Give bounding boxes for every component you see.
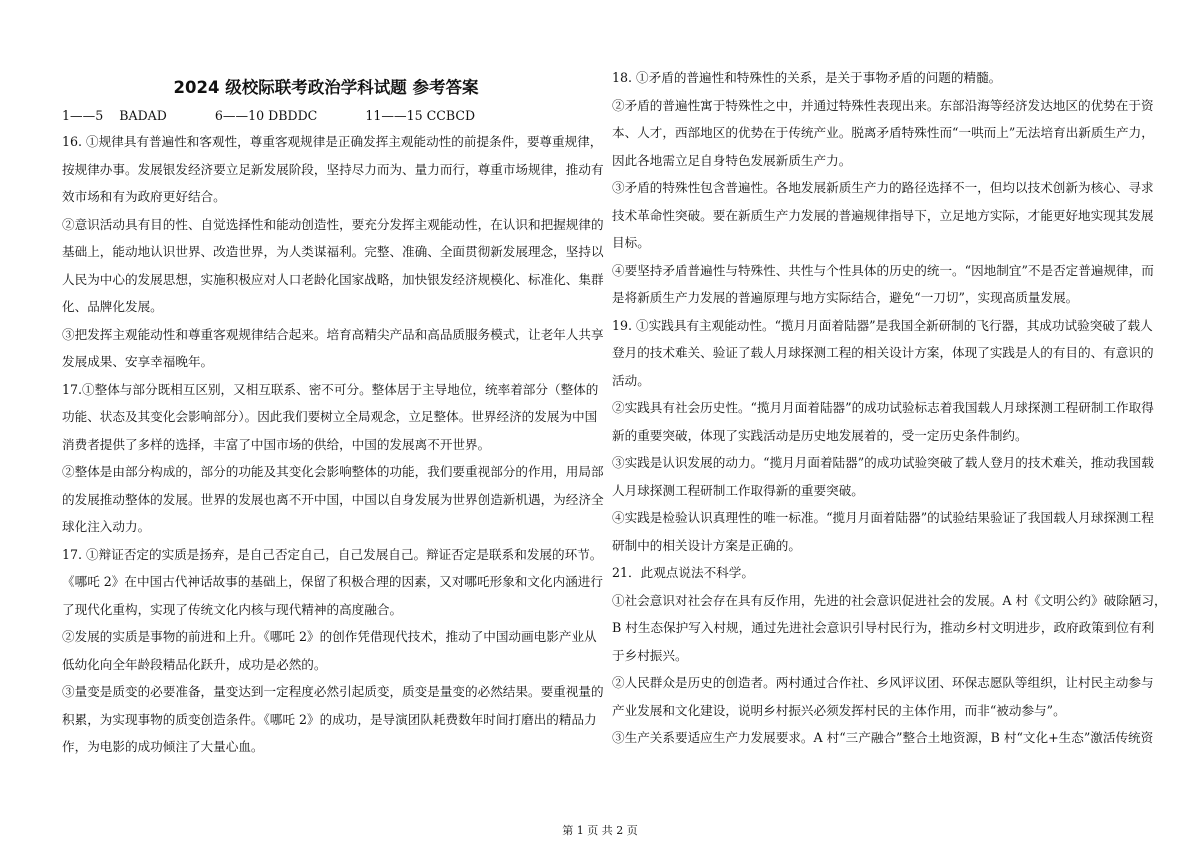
text-line: ②意识活动具有目的性、自觉选择性和能动创造性，要充分发挥主观能动性，在认识和把握规律的 xyxy=(62,216,604,232)
text-line: ②发展的实质是事物的前进和上升。《哪吒 2》的创作凭借现代技术，推动了中国动画电影产业从 xyxy=(62,629,597,644)
text-line: 技术革命性突破。要在新质生产力发展的普遍规律指导下，立足地方实际，才能更好地实现其发展 xyxy=(612,207,1154,223)
text-line: 新的重要突破，体现了实践活动是历史地发展着的，受一定历史条件制约。 xyxy=(612,427,1028,443)
page-footer: 第 1 页 共 2 页 xyxy=(562,824,638,837)
text-line: 的发展推动整体的发展。世界的发展也离不开中国，中国以自身发展为世界创造新机遇，为经济全 xyxy=(62,491,604,507)
choice-answers: 1——5 BADAD 6——10 DBDDC 11——15 CCBCD xyxy=(62,108,476,123)
text-line: 消费者提供了多样的选择，丰富了中国市场的供给，中国的发展离不开世界。 xyxy=(62,436,491,452)
text-line: ④要坚持矛盾普遍性与特殊性、共性与个性具体的历史的统一。“因地制宜”不是否定普遍规律，而 xyxy=(612,262,1154,278)
text-line: 因此各地需立足自身特色发展新质生产力。 xyxy=(612,152,852,168)
text-line: 人月球探测工程研制工作取得新的重要突破。 xyxy=(612,482,864,498)
right-column xyxy=(612,64,1167,752)
text-line: 球化注入动力。 xyxy=(62,519,151,534)
text-line: 研制中的相关设计方案是正确的。 xyxy=(612,537,801,553)
text-line: 化、品牌化发展。 xyxy=(62,299,163,314)
text-line: ②矛盾的普遍性寓于特殊性之中，并通过特殊性表现出来。东部沿海等经济发达地区的优势在于资 xyxy=(612,97,1154,113)
text-line: 17.①整体与部分既相互区别，又相互联系、密不可分。整体居于主导地位，统率着部分（整体的 xyxy=(62,381,599,397)
text-line: 本、人才，西部地区的优势在于传统产业。脱离矛盾特殊性而“一哄而上”无法培育出新质生产力， xyxy=(612,125,1154,140)
text-line: 活动。 xyxy=(612,372,650,388)
text-line: ③把发挥主观能动性和尊重客观规律结合起来。培育高精尖产品和高品质服务模式，让老年人共享 xyxy=(62,326,604,342)
text-line: ④实践是检验认识真理性的唯一标准。“揽月月面着陆器”的试验结果验证了我国载人月球探测工程 xyxy=(612,510,1154,525)
text-line: 发展成果、安享幸福晚年。 xyxy=(62,354,214,369)
text-line: 16. ①规律具有普遍性和客观性，尊重客观规律是正确发挥主观能动性的前提条件，要尊重规律， xyxy=(62,134,603,149)
text-line: 作，为电影的成功倾注了大量心血。 xyxy=(62,739,264,754)
text-line: B 村生态保护写入村规，通过先进社会意识引导村民行为，推动乡村文明进步，政府政策到位有利 xyxy=(612,620,1155,635)
text-line: ③实践是认识发展的动力。“揽月月面着陆器”的成功试验突破了载人登月的技术难关，推动我国载 xyxy=(612,455,1154,470)
text-line: 功能、状态及其变化会影响部分）。因此我们要树立全局观念，立足整体。世界经济的发展为中国 xyxy=(62,409,598,424)
text-line: 低幼化向全年龄段精品化跃升，成功是必然的。 xyxy=(62,656,327,672)
document-title: 2024 级校际联考政治学科试题 参考答案 xyxy=(173,78,479,97)
text-line: ③生产关系要适应生产力发展要求。A 村“三产融合”整合土地资源，B 村“文化+生态”激活传统资 xyxy=(612,730,1154,745)
text-line: 产业发展和文化建设，说明乡村振兴必须发挥村民的主体作用，而非“被动参与”。 xyxy=(612,702,1066,718)
text-line: 人民为中心的发展思想，实施积极应对人口老龄化国家战略，加快银发经济规模化、标准化、集群 xyxy=(62,271,604,287)
text-line: 效市场和有为政府更好结合。 xyxy=(62,189,226,204)
text-line: 《哪吒 2》在中国古代神话故事的基础上，保留了积极合理的因素，又对哪吒形象和文化内涵进行 xyxy=(62,574,603,589)
text-line: 积累，为实现事物的质变创造条件。《哪吒 2》的成功，是导演团队耗费数年时间打磨出的精品力 xyxy=(62,711,597,727)
text-line: ②整体是由部分构成的，部分的功能及其变化会影响整体的功能，我们要重视部分的作用，用局部 xyxy=(62,464,604,479)
text-line: ③矛盾的特殊性包含普遍性。各地发展新质生产力的路径选择不一，但均以技术创新为核心、寻求 xyxy=(612,180,1154,195)
text-line: 了现代化重构，实现了传统文化内核与现代精神的高度融合。 xyxy=(62,601,403,617)
text-line: 17. ①辩证否定的实质是扬弃，是自己否定自己，自己发展自己。辩证否定是联系和发展的环节。 xyxy=(62,546,603,562)
text-line: ①社会意识对社会存在具有反作用，先进的社会意识促进社会的发展。A 村《文明公约》破除陋习， xyxy=(612,592,1167,608)
text-line: 于乡村振兴。 xyxy=(612,647,688,663)
text-line: ②人民群众是历史的创造者。两村通过合作社、乡风评议团、环保志愿队等组织，让村民主动参与 xyxy=(612,675,1154,690)
text-line: 基础上，能动地认识世界、改造世界，为人类谋福利。完整、准确、全面贯彻新发展理念，坚持以 xyxy=(62,244,604,259)
text-line: ③量变是质变的必要准备，量变达到一定程度必然引起质变，质变是量变的必然结果。要重视量的 xyxy=(62,684,604,699)
text-line: 19. ①实践具有主观能动性。“揽月月面着陆器”是我国全新研制的飞行器，其成功试验突破了载人 xyxy=(612,317,1153,333)
text-line: 21．此观点说法不科学。 xyxy=(612,565,754,580)
text-line: 18. ①矛盾的普遍性和特殊性的关系，是关于事物矛盾的问题的精髓。 xyxy=(612,70,1002,85)
text-line: 是将新质生产力发展的普遍原理与地方实际结合，避免“一刀切”，实现高质量发展。 xyxy=(612,290,1079,305)
text-line: 登月的技术难关、验证了载人月球探测工程的相关设计方案，体现了实践是人的有目的、有意识的 xyxy=(612,345,1154,360)
text-line: ②实践具有社会历史性。“揽月月面着陆器”的成功试验标志着我国载人月球探测工程研制工作取得 xyxy=(612,400,1154,415)
left-column xyxy=(62,128,604,761)
text-line: 目标。 xyxy=(612,235,650,250)
text-line: 按规律办事。发展银发经济要立足新发展阶段，坚持尽力而为、量力而行，尊重市场规律，推动有 xyxy=(62,161,604,177)
